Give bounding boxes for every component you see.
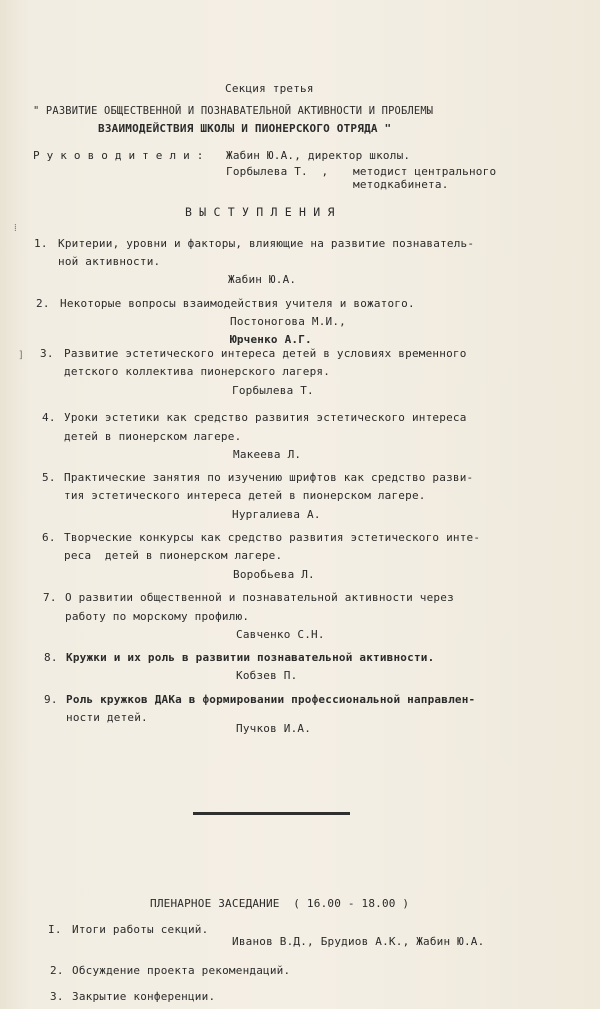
speech-title: Практические занятия по изучению шрифтов как средство разви- [64,471,474,484]
speech-num: 3. [40,347,54,360]
section-title-line2: ВЗАИМОДЕЙСТВИЯ ШКОЛЫ И ПИОНЕРСКОГО ОТРЯДА " [98,122,392,135]
plenary-num: 3. [50,990,64,1003]
speech-title: ности детей. [66,711,148,724]
plenary-authors: Иванов В.Д., Брудиов А.К., Жабин Ю.А. [232,935,485,948]
plenary-item: Закрытие конференции. [72,990,216,1003]
speech-title: тия эстетического интереса детей в пионерском лагере. [64,489,426,502]
plenary-item: Обсуждение проекта рекомендаций. [72,964,291,977]
leaders-label: Р у к о в о д и т е л и : [33,149,204,162]
speech-title: Развитие эстетического интереса детей в условиях временного [64,347,467,360]
speech-title: детского коллектива пионерского лагеря. [64,365,331,378]
speech-author: Савченко С.Н. [236,628,325,641]
speech-author: Макеева Л. [233,448,302,461]
speech-title: реса детей в пионерском лагере. [64,549,283,562]
speech-title: работу по морскому профилю. [65,610,250,623]
speech-title: О развитии общественной и познавательной активности через [65,591,454,604]
plenary-num: 2. [50,964,64,977]
section-heading: Секция третья [225,82,314,95]
speech-author: Нургалиева А. [232,508,321,521]
speech-title: Роль кружков ДАКа в формировании профессиональной направлен- [66,693,476,706]
plenary-num: I. [48,923,62,936]
speech-num: 2. [36,297,50,310]
speech-author: Горбылева Т. [232,384,314,397]
divider-rule [193,812,350,815]
speech-num: 6. [42,531,56,544]
speech-title: Уроки эстетики как средство развития эстетического интереса [64,411,467,424]
speech-author: Жабин Ю.А. [228,273,297,286]
speech-title: Кружки и их роль в развитии познавательной активности. [66,651,435,664]
speech-author: Постоногова М.И., [230,315,346,328]
speech-title: Некоторые вопросы взаимодействия учителя и вожатого. [60,297,415,310]
leader-2-role-line1: методист центрального [353,165,497,178]
speech-author: Воробьева Л. [233,568,315,581]
speech-title: Творческие конкурсы как средство развития эстетического инте- [64,531,481,544]
speech-title: детей в пионерском лагере. [64,430,242,443]
leader-1: Жабин Ю.А., директор школы. [226,149,411,162]
margin-mark: ⁞ [14,223,17,234]
leader-2-role-line2: методкабинета. [353,178,449,191]
speech-title: Критерии, уровни и факторы, влияющие на развитие познаватель- [58,237,475,250]
speech-num: 9. [44,693,58,706]
speech-title: ной активности. [58,255,161,268]
speech-author: Кобзев П. [236,669,298,682]
section-title-line1: " РАЗВИТИЕ ОБЩЕСТВЕННОЙ И ПОЗНАВАТЕЛЬНОЙ АКТИВНОСТИ И ПРОБЛЕМЫ [33,105,434,117]
speech-author: Юрченко А.Г. [230,333,312,346]
margin-mark: ] [18,350,25,361]
speeches-heading: В Ы С Т У П Л Е Н И Я [185,205,335,219]
speech-num: 7. [43,591,57,604]
speech-num: 8. [44,651,58,664]
leader-2-name: Горбылева Т. , [226,165,329,178]
plenary-item: Итоги работы секций. [72,923,209,936]
plenary-heading: ПЛЕНАРНОЕ ЗАСЕДАНИЕ ( 16.00 - 18.00 ) [150,897,410,910]
speech-num: 5. [42,471,56,484]
speech-author: Пучков И.А. [236,722,312,735]
speech-num: 1. [34,237,48,250]
speech-num: 4. [42,411,56,424]
